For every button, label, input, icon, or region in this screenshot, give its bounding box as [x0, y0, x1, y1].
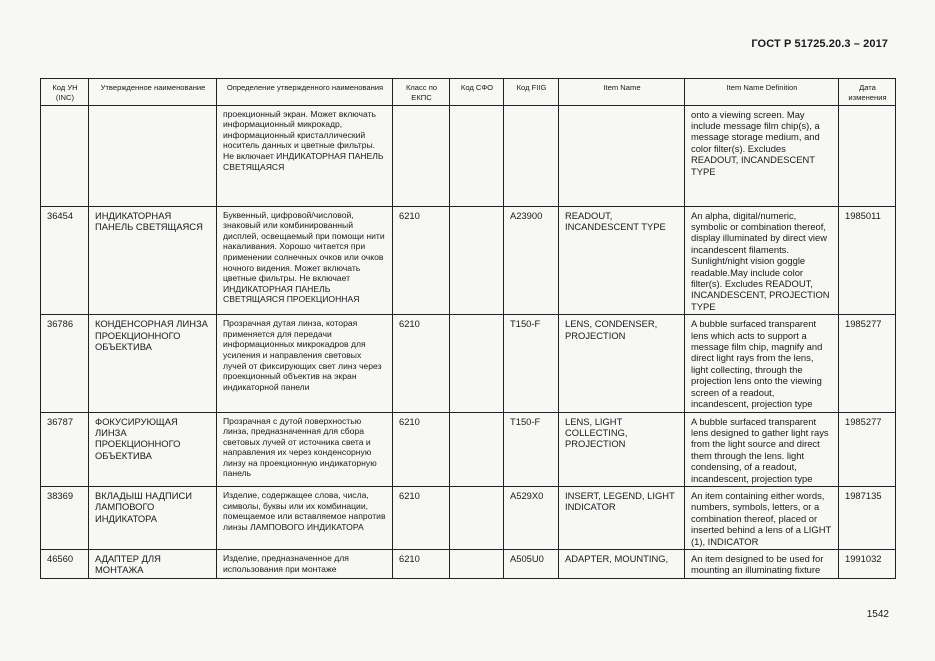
cell-name: ВКЛАДЫШ НАДПИСИ ЛАМПОВОГО ИНДИКАТОРА — [89, 486, 217, 549]
cell-item-name: ADAPTER, MOUNTING, — [559, 549, 685, 578]
cell-name: КОНДЕНСОРНАЯ ЛИНЗА ПРОЕКЦИОННОГО ОБЪЕКТИВА — [89, 315, 217, 412]
cell-inc: 36787 — [41, 412, 89, 486]
cell-sfo — [450, 412, 504, 486]
nomenclature-table — [40, 78, 896, 579]
document-header: ГОСТ Р 51725.20.3 – 2017 — [751, 38, 888, 50]
table-row — [41, 486, 896, 549]
cell-item-name: LENS, CONDENSER, PROJECTION — [559, 315, 685, 412]
cell-fiig — [504, 105, 559, 206]
cell-sfo — [450, 549, 504, 578]
cell-sfo — [450, 315, 504, 412]
cell-date: 1991032 — [839, 549, 896, 578]
cell-item-definition: A bubble surfaced transparent lens which acts to support a message film chip, magnify and direct light rays from the lens, light collecting, through the projection lens onto the viewing screen of a readout, incandescent, projection type — [685, 315, 839, 412]
cell-definition: Буквенный, цифровой/числовой, знаковый или комбинированный дисплей, освещаемый при помощи нити накаливания. Хорошо читается при применении солнечных очков или очков ночного видения. Может включать цветные фильтры. Не включает ИНДИКАТОРНАЯ ПАНЕЛЬ СВЕТЯЩАЯСЯ ПРОЕКЦИОННАЯ — [217, 206, 393, 315]
cell-definition: Изделие, содержащее слова, числа, символы, буквы или их комбинации, помещаемое или вставляемое напротив линзы ЛАМПОВОГО ИНДИКАТОРА — [217, 486, 393, 549]
cell-inc: 36786 — [41, 315, 89, 412]
col-header-sfo: Код СФО — [450, 79, 504, 106]
cell-item-definition: An item containing either words, numbers, symbols, letters, or a combination thereof, placed or inserted behind a lens of a LIGHT (1), INDICATOR — [685, 486, 839, 549]
table-row — [41, 315, 896, 412]
cell-item-name — [559, 105, 685, 206]
cell-definition: Прозрачная дутая линза, которая применяется для передачи информационных микрокадров для усиления и направления световых лучей от фиксирующих свет линз через проекционный объектив на экран индикаторной панели — [217, 315, 393, 412]
col-header-fiig: Код FIIG — [504, 79, 559, 106]
table-row — [41, 549, 896, 578]
cell-item-name: INSERT, LEGEND, LIGHT INDICATOR — [559, 486, 685, 549]
cell-date: 1987135 — [839, 486, 896, 549]
cell-sfo — [450, 105, 504, 206]
col-header-definition: Определение утвержденного наименования — [217, 79, 393, 106]
cell-item-name: READOUT, INCANDESCENT TYPE — [559, 206, 685, 315]
cell-class — [393, 105, 450, 206]
cell-class: 6210 — [393, 412, 450, 486]
table-header-row — [41, 79, 896, 106]
col-header-item-name: Item Name — [559, 79, 685, 106]
cell-definition: Прозрачная с дутой поверхностью линза, предназначенная для сбора световых лучей от источника света и направления их через конденсорную линзу на проекционную индикаторную панель — [217, 412, 393, 486]
cell-definition: проекционный экран. Может включать информационный микрокадр, информационный кристаллический носитель данных и цветные фильтры. Не включает ИНДИКАТОРНАЯ ПАНЕЛЬ СВЕТЯЩАЯСЯ — [217, 105, 393, 206]
cell-item-definition: An item designed to be used for mounting an illuminating fixture — [685, 549, 839, 578]
col-header-class: Класс по ЕКПС — [393, 79, 450, 106]
cell-fiig: A529X0 — [504, 486, 559, 549]
cell-date: 1985277 — [839, 412, 896, 486]
cell-name: ИНДИКАТОРНАЯ ПАНЕЛЬ СВЕТЯЩАЯСЯ — [89, 206, 217, 315]
col-header-inc: Код УН (INC) — [41, 79, 89, 106]
cell-item-definition: A bubble surfaced transparent lens designed to gather light rays from the light source and direct them through the lens. light condensing, of a readout, incandescent, projection type — [685, 412, 839, 486]
cell-name: АДАПТЕР ДЛЯ МОНТАЖА — [89, 549, 217, 578]
cell-date: 1985277 — [839, 315, 896, 412]
col-header-date: Дата изменения — [839, 79, 896, 106]
cell-sfo — [450, 206, 504, 315]
cell-class: 6210 — [393, 486, 450, 549]
cell-class: 6210 — [393, 549, 450, 578]
cell-item-name: LENS, LIGHT COLLECTING, PROJECTION — [559, 412, 685, 486]
cell-fiig: T150-F — [504, 412, 559, 486]
cell-item-definition: onto a viewing screen. May include message film chip(s), a message storage medium, and color filter(s). Excludes READOUT, INCANDESCENT TYPE — [685, 105, 839, 206]
cell-date: 1985011 — [839, 206, 896, 315]
cell-date — [839, 105, 896, 206]
table-row — [41, 206, 896, 315]
cell-inc: 38369 — [41, 486, 89, 549]
cell-inc — [41, 105, 89, 206]
cell-definition: Изделие, предназначенное для использования при монтаже — [217, 549, 393, 578]
cell-inc: 36454 — [41, 206, 89, 315]
cell-sfo — [450, 486, 504, 549]
cell-name: ФОКУСИРУЮЩАЯ ЛИНЗА ПРОЕКЦИОННОГО ОБЪЕКТИВА — [89, 412, 217, 486]
table-row — [41, 412, 896, 486]
table-row — [41, 105, 896, 206]
cell-inc: 46560 — [41, 549, 89, 578]
col-header-approved-name: Утвержденное наименование — [89, 79, 217, 106]
cell-class: 6210 — [393, 315, 450, 412]
cell-fiig: A505U0 — [504, 549, 559, 578]
col-header-item-definition: Item Name Definition — [685, 79, 839, 106]
cell-class: 6210 — [393, 206, 450, 315]
cell-fiig: T150-F — [504, 315, 559, 412]
cell-item-definition: An alpha, digital/numeric, symbolic or combination thereof, display illuminated by direct view incandescent filaments. Sunlight/night vision goggle readable.May include color filter(s). Excludes READOUT, INCANDESCENT, PROJECTION TYPE — [685, 206, 839, 315]
cell-name — [89, 105, 217, 206]
cell-fiig: A23900 — [504, 206, 559, 315]
page-number: 1542 — [866, 609, 889, 620]
